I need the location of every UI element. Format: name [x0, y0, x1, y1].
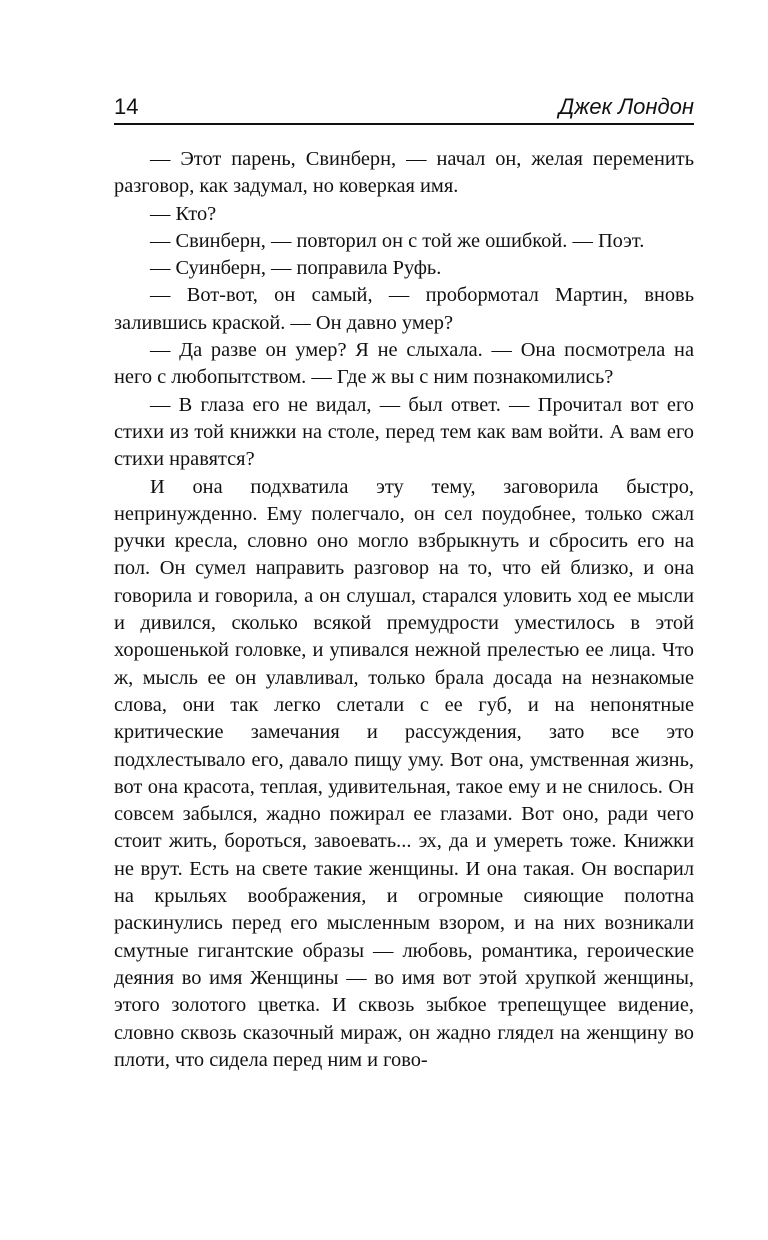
- page-number: 14: [114, 94, 139, 119]
- paragraph: — В глаза его не видал, — был ответ. — Прочитал вот его стихи из той книжки на столе, перед тем как вам войти. А вам его стихи нравятся?: [114, 393, 694, 471]
- paragraph: — Этот парень, Свинберн, — начал он, желая переменить разговор, как задумал, но коверкая имя.: [114, 148, 694, 198]
- paragraph: — Вот-вот, он самый, — пробормотал Мартин, вновь залившись краской. — Он давно умер?: [114, 284, 694, 334]
- paragraph: — Суинберн, — поправила Руфь.: [150, 257, 442, 280]
- page-header: [114, 88, 694, 124]
- body-text: [114, 146, 694, 1074]
- header-rule: [114, 123, 694, 125]
- running-title: Джек Лондон: [558, 94, 694, 119]
- paragraph: — Кто?: [150, 202, 217, 225]
- book-page: [114, 88, 694, 1074]
- paragraph: — Свинберн, — повторил он с той же ошибкой. — Поэт.: [150, 229, 645, 252]
- paragraph: — Да разве он умер? Я не слыхала. — Она посмотрела на него с любопытством. — Где ж вы с ним познакомились?: [114, 339, 694, 389]
- paragraph: И она подхватила эту тему, заговорила быстро, непринужденно. Ему полегчало, он сел поудобнее, только сжал ручки кресла, словно оно могло взбрыкнуть и сбросить его на пол. Он сумел направить разговор на то, что ей близко, и она говорила и говорила, а он слушал, старался уловить ход ее мысли и дивился, сколько всякой премудрости уместилось в этой хорошенькой головке, и упивался нежной прелестью ее лица. Что ж, мысль ее он улавливал, только брала досада на незнакомые слова, они так легко слетали с ее губ, и на непонятные критические замечания и рассуждения, зато все это подхлестывало его, давало пищу уму. Вот она, умственная жизнь, вот она красота, теплая, удивительная, такое ему и не снилось. Он совсем забылся, жадно пожирал ее глазами. Вот оно, ради чего стоит жить, бороться, завоевать... эх, да и умереть тоже. Книжки не врут. Есть на свете такие женщины. И она такая. Он воспарил на крыльях воображения, и огромные сияющие полотна раскинулись перед его мысленным взором, и на них возникали смутные гигантские образы — любовь, романтика, героические деяния во имя Женщины — во имя вот этой хрупкой женщины, этого золотого цветка. И сквозь зыбкое трепещущее видение, словно сквозь сказочный мираж, он жадно глядел на женщину во плоти, что сидела перед ним и гово-: [114, 475, 694, 1071]
